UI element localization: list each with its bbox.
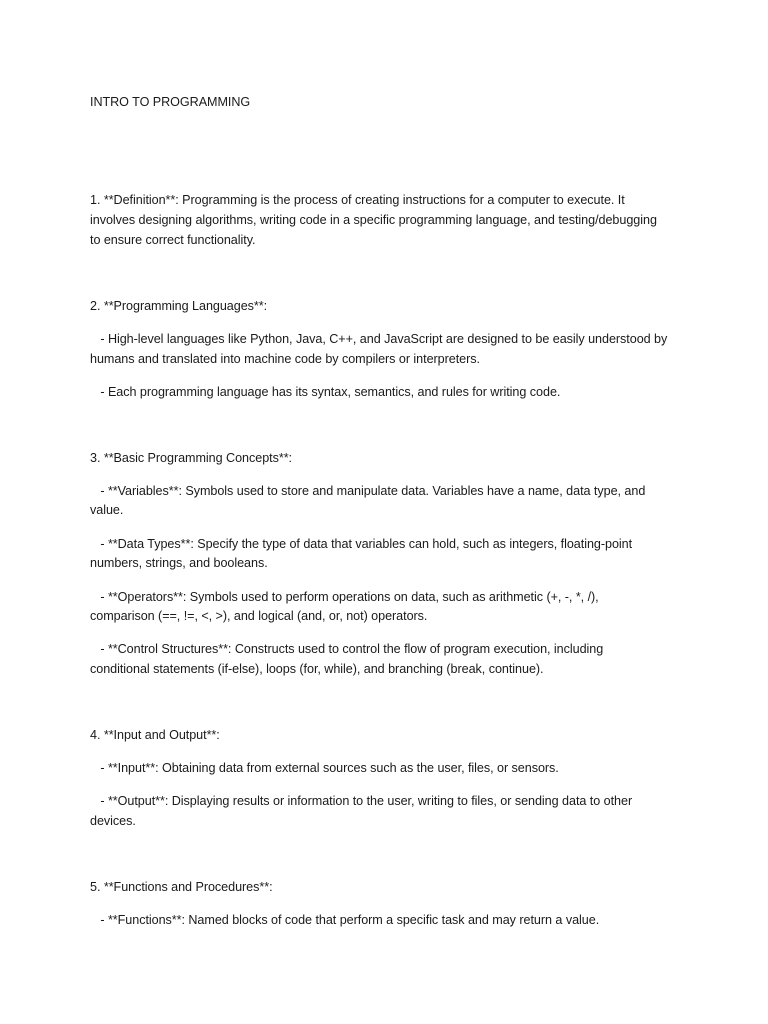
io-input: - **Input**: Obtaining data from external sources such as the user, files, or sensors.	[90, 761, 559, 775]
definition-line-1: 1. **Definition**: Programming is the process of creating instructions for a computer to execute. It	[90, 193, 625, 207]
concepts-variables-line-2: value.	[90, 503, 124, 517]
section-heading-concepts: 3. **Basic Programming Concepts**:	[90, 451, 292, 465]
section-heading-io: 4. **Input and Output**:	[90, 728, 220, 742]
languages-bullet-2: - Each programming language has its syntax, semantics, and rules for writing code.	[90, 385, 561, 399]
concepts-datatypes-line-2: numbers, strings, and booleans.	[90, 556, 268, 570]
document-page	[90, 0, 680, 1024]
document-title: INTRO TO PROGRAMMING	[90, 95, 251, 109]
concepts-control-line-2: conditional statements (if-else), loops (for, while), and branching (break, continue).	[90, 662, 544, 676]
concepts-variables-line-1: - **Variables**: Symbols used to store and manipulate data. Variables have a name, data type, and	[90, 484, 646, 498]
definition-line-2: involves designing algorithms, writing code in a specific programming language, and testing/debugging	[90, 213, 657, 227]
concepts-operators-line-1: - **Operators**: Symbols used to perform operations on data, such as arithmetic (+, -, *, /),	[90, 590, 599, 604]
functions-bullet-1: - **Functions**: Named blocks of code that perform a specific task and may return a value.	[90, 913, 600, 927]
io-output-line-2: devices.	[90, 814, 136, 828]
io-output-line-1: - **Output**: Displaying results or information to the user, writing to files, or sending data to other	[90, 794, 633, 808]
definition-line-3: to ensure correct functionality.	[90, 233, 256, 247]
section-heading-languages: 2. **Programming Languages**:	[90, 299, 268, 313]
concepts-control-line-1: - **Control Structures**: Constructs used to control the flow of program execution, including	[90, 642, 604, 656]
concepts-datatypes-line-1: - **Data Types**: Specify the type of data that variables can hold, such as integers, floating-point	[90, 537, 633, 551]
languages-bullet-1-line-2: humans and translated into machine code by compilers or interpreters.	[90, 352, 480, 366]
languages-bullet-1-line-1: - High-level languages like Python, Java, C++, and JavaScript are designed to be easily understood by	[90, 332, 668, 346]
section-heading-functions: 5. **Functions and Procedures**:	[90, 880, 273, 894]
concepts-operators-line-2: comparison (==, !=, <, >), and logical (and, or, not) operators.	[90, 609, 428, 623]
